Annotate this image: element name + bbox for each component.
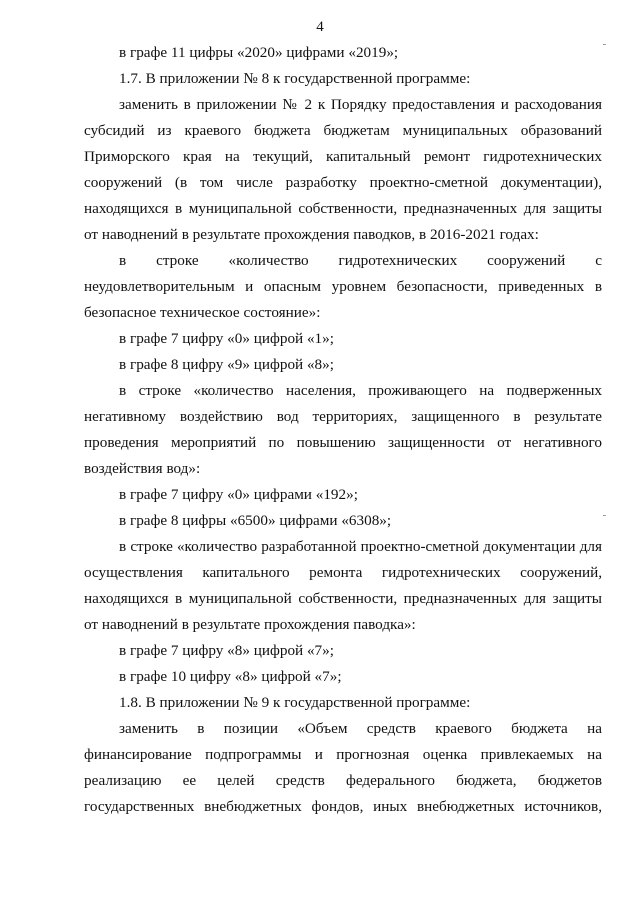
paragraph-row-population: в строке «количество населения, проживающего на подверженных негативному воздействию вод территориях, защищенного в результате проведения мероприятий по повышению защищенности от негативного воздействия вод»: xyxy=(84,382,602,477)
paragraph-graph-8-first: в графе 8 цифру «9» цифрой «8»; xyxy=(119,356,334,373)
paragraph-graph-7-first: в графе 7 цифру «0» цифрой «1»; xyxy=(119,330,334,347)
paragraph-replace-appendix-2: заменить в приложении № 2 к Порядку предоставления и расходования субсидий из краевого бюджета бюджетам муниципальных образований Приморского края на текущий, капитальный ремонт гидротехнических сооружений (в том числе разработку проектно-сметной документации), находящихся в муниципальной собственности, предназначенных для защиты от наводнений в результате прохождения паводков, в 2016-2021 годах: xyxy=(84,96,602,243)
margin-mark xyxy=(603,515,606,516)
margin-mark xyxy=(603,44,606,45)
paragraph-section-1-8: 1.8. В приложении № 9 к государственной программе: xyxy=(119,694,471,711)
paragraph-graph-8-second: в графе 8 цифры «6500» цифрами «6308»; xyxy=(119,512,392,529)
paragraph-section-1-7: 1.7. В приложении № 8 к государственной программе: xyxy=(119,70,471,87)
document-body xyxy=(84,40,602,820)
paragraph-graph-7-third: в графе 7 цифру «8» цифрой «7»; xyxy=(119,642,334,659)
page-number: 4 xyxy=(316,19,324,35)
paragraph-graph-11: в графе 11 цифры «2020» цифрами «2019»; xyxy=(119,44,399,61)
paragraph-graph-10: в графе 10 цифру «8» цифрой «7»; xyxy=(119,668,342,685)
paragraph-graph-7-second: в графе 7 цифру «0» цифрами «192»; xyxy=(119,486,358,503)
paragraph-row-hydrotechnical-structures: в строке «количество гидротехнических сооружений с неудовлетворительным и опасным уровнем безопасности, приведенных в безопасное техническое состояние»: xyxy=(84,252,602,321)
paragraph-replace-position: заменить в позиции «Объем средств краевого бюджета на финансирование подпрограммы и прогнозная оценка привлекаемых на реализацию ее целей средств федерального бюджета, бюджетов государственных внебюджетных фондов, иных внебюджетных источников, xyxy=(84,720,602,815)
paragraph-row-design-documentation: в строке «количество разработанной проектно-сметной документации для осуществления капитального ремонта гидротехнических сооружений, находящихся в муниципальной собственности, предназначенных для защиты от наводнений в результате прохождения паводка»: xyxy=(84,538,602,633)
